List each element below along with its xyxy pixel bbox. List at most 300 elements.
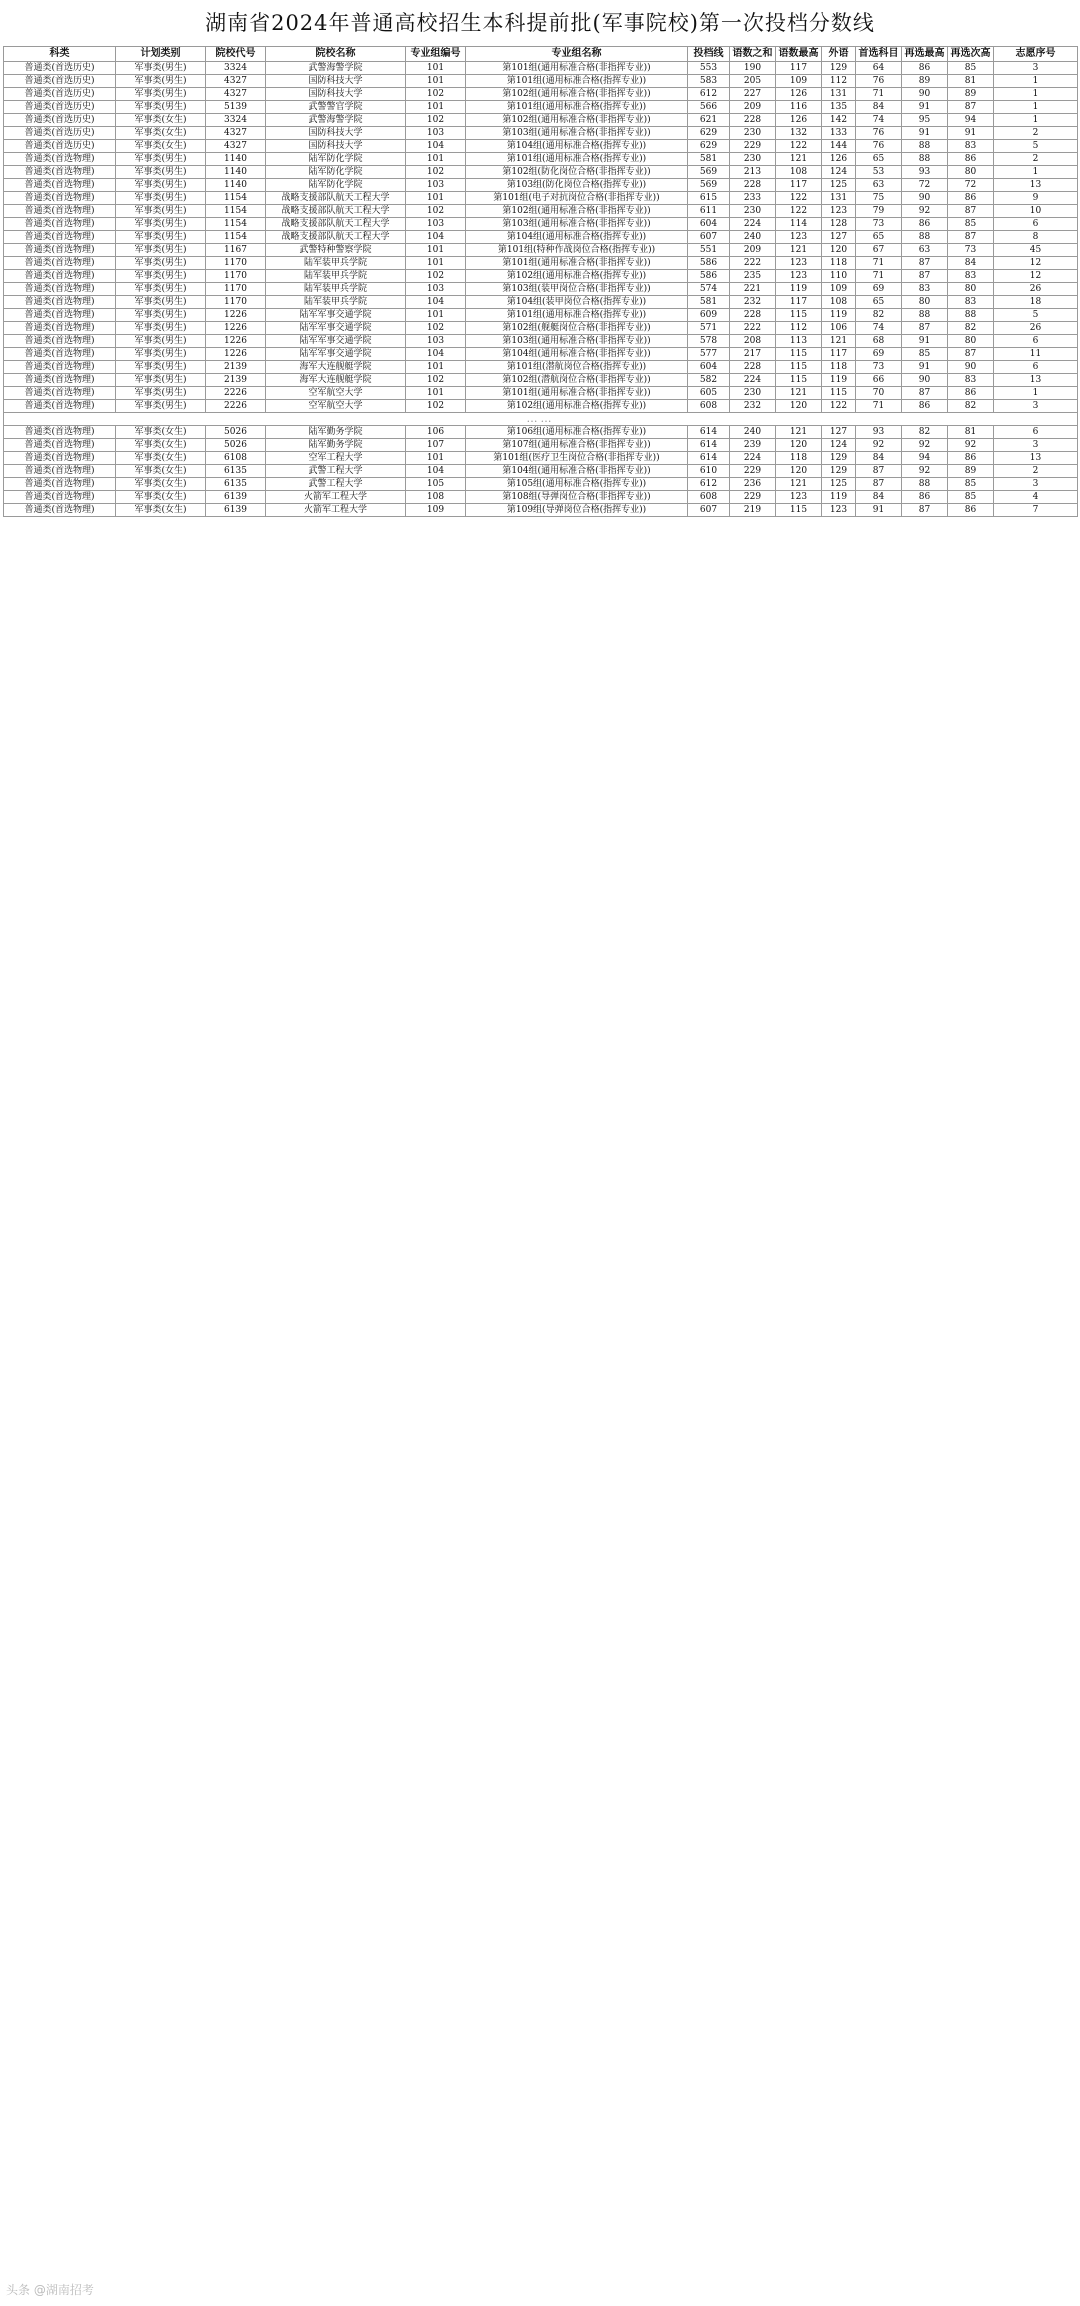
table-cell: 74 bbox=[856, 322, 902, 335]
table-cell: 军事类(女生) bbox=[116, 465, 206, 478]
table-row bbox=[4, 504, 1078, 517]
table-cell: 612 bbox=[688, 88, 730, 101]
table-row bbox=[4, 348, 1078, 361]
table-cell: 95 bbox=[902, 114, 948, 127]
page-title: 湖南省2024年普通高校招生本科提前批(军事院校)第一次投档分数线 bbox=[205, 11, 875, 35]
table-cell: 13 bbox=[994, 452, 1078, 465]
table-cell: 军事类(男生) bbox=[116, 101, 206, 114]
table-cell: 87 bbox=[948, 205, 994, 218]
table-cell: 125 bbox=[822, 478, 856, 491]
table-cell: 68 bbox=[856, 335, 902, 348]
table-cell: 229 bbox=[730, 491, 776, 504]
table-cell: 2139 bbox=[206, 361, 266, 374]
table-cell: 13 bbox=[994, 179, 1078, 192]
table-cell: 209 bbox=[730, 101, 776, 114]
table-cell: 131 bbox=[822, 88, 856, 101]
table-body-bottom bbox=[4, 426, 1078, 517]
table-cell: 81 bbox=[948, 426, 994, 439]
table-cell: 66 bbox=[856, 374, 902, 387]
table-cell: 586 bbox=[688, 257, 730, 270]
table-cell: 118 bbox=[822, 257, 856, 270]
table-cell: 2226 bbox=[206, 400, 266, 413]
table-cell: 614 bbox=[688, 439, 730, 452]
table-cell: 72 bbox=[948, 179, 994, 192]
score-table bbox=[3, 46, 1078, 517]
table-cell: 8 bbox=[994, 231, 1078, 244]
table-cell: 115 bbox=[776, 361, 822, 374]
table-cell: 1170 bbox=[206, 257, 266, 270]
table-cell: 普通类(首选物理) bbox=[4, 283, 116, 296]
table-cell: 陆军军事交通学院 bbox=[266, 309, 406, 322]
table-cell: 121 bbox=[776, 426, 822, 439]
table-cell: 军事类(男生) bbox=[116, 283, 206, 296]
table-cell: 军事类(男生) bbox=[116, 88, 206, 101]
table-cell: 101 bbox=[406, 153, 466, 166]
table-cell: 5026 bbox=[206, 439, 266, 452]
table-cell: 109 bbox=[776, 75, 822, 88]
table-row bbox=[4, 166, 1078, 179]
table-cell: 火箭军工程大学 bbox=[266, 504, 406, 517]
table-cell: 582 bbox=[688, 374, 730, 387]
table-cell: 106 bbox=[406, 426, 466, 439]
table-cell: 126 bbox=[776, 114, 822, 127]
table-cell: 222 bbox=[730, 257, 776, 270]
table-cell: 91 bbox=[948, 127, 994, 140]
table-cell: 陆军装甲兵学院 bbox=[266, 296, 406, 309]
table-cell: 7 bbox=[994, 504, 1078, 517]
table-cell: 第102组(通用标准合格(非指挥专业)) bbox=[466, 205, 688, 218]
table-row bbox=[4, 192, 1078, 205]
table-cell: 103 bbox=[406, 127, 466, 140]
table-cell: 607 bbox=[688, 504, 730, 517]
table-cell: 63 bbox=[902, 244, 948, 257]
table-cell: 3324 bbox=[206, 114, 266, 127]
table-cell: 2 bbox=[994, 127, 1078, 140]
table-row bbox=[4, 439, 1078, 452]
table-cell: 1 bbox=[994, 88, 1078, 101]
table-cell: 608 bbox=[688, 400, 730, 413]
table-cell: 6 bbox=[994, 335, 1078, 348]
table-cell: 91 bbox=[902, 127, 948, 140]
table-cell: 军事类(男生) bbox=[116, 270, 206, 283]
table-cell: 1 bbox=[994, 166, 1078, 179]
table-cell: 6139 bbox=[206, 504, 266, 517]
table-cell: 普通类(首选物理) bbox=[4, 504, 116, 517]
table-cell: 119 bbox=[822, 374, 856, 387]
table-cell: 26 bbox=[994, 322, 1078, 335]
table-cell: 空军航空大学 bbox=[266, 387, 406, 400]
table-cell: 陆军防化学院 bbox=[266, 166, 406, 179]
table-cell: 53 bbox=[856, 166, 902, 179]
table-row bbox=[4, 465, 1078, 478]
table-cell: 76 bbox=[856, 127, 902, 140]
table-cell: 85 bbox=[948, 491, 994, 504]
table-cell: 88 bbox=[902, 153, 948, 166]
table-cell: 129 bbox=[822, 452, 856, 465]
table-cell: 73 bbox=[856, 218, 902, 231]
table-cell: 217 bbox=[730, 348, 776, 361]
table-cell: 109 bbox=[406, 504, 466, 517]
table-cell: 军事类(女生) bbox=[116, 426, 206, 439]
table-cell: 1 bbox=[994, 101, 1078, 114]
table-cell: 104 bbox=[406, 231, 466, 244]
table-cell: 普通类(首选物理) bbox=[4, 179, 116, 192]
table-cell: 1154 bbox=[206, 192, 266, 205]
table-cell: 101 bbox=[406, 361, 466, 374]
table-cell: 611 bbox=[688, 205, 730, 218]
table-cell: 101 bbox=[406, 452, 466, 465]
table-cell: 122 bbox=[822, 400, 856, 413]
table-row bbox=[4, 283, 1078, 296]
table-cell: 军事类(男生) bbox=[116, 374, 206, 387]
table-cell: 84 bbox=[948, 257, 994, 270]
table-cell: 87 bbox=[902, 504, 948, 517]
table-cell: 普通类(首选物理) bbox=[4, 400, 116, 413]
table-cell: 武警工程大学 bbox=[266, 478, 406, 491]
table-cell: 131 bbox=[822, 192, 856, 205]
table-row bbox=[4, 335, 1078, 348]
table-cell: 615 bbox=[688, 192, 730, 205]
table-cell: 空军航空大学 bbox=[266, 400, 406, 413]
table-cell: 69 bbox=[856, 348, 902, 361]
table-cell: 224 bbox=[730, 218, 776, 231]
table-cell: 第102组(通用标准合格(指挥专业)) bbox=[466, 400, 688, 413]
table-cell: 121 bbox=[776, 478, 822, 491]
table-cell: 第101组(特种作战岗位合格(指挥专业)) bbox=[466, 244, 688, 257]
table-cell: 第104组(通用标准合格(非指挥专业)) bbox=[466, 465, 688, 478]
table-cell: 26 bbox=[994, 283, 1078, 296]
table-cell: 84 bbox=[856, 491, 902, 504]
table-cell: 军事类(女生) bbox=[116, 491, 206, 504]
table-cell: 106 bbox=[822, 322, 856, 335]
table-cell: 117 bbox=[776, 62, 822, 75]
table-cell: 普通类(首选历史) bbox=[4, 88, 116, 101]
table-cell: 1154 bbox=[206, 205, 266, 218]
table-cell: 105 bbox=[406, 478, 466, 491]
table-cell: 普通类(首选物理) bbox=[4, 270, 116, 283]
table-row bbox=[4, 153, 1078, 166]
column-header: 计划类别 bbox=[116, 47, 206, 62]
table-cell: 190 bbox=[730, 62, 776, 75]
table-cell: 74 bbox=[856, 114, 902, 127]
table-row bbox=[4, 374, 1078, 387]
table-cell: 12 bbox=[994, 257, 1078, 270]
table-cell: 65 bbox=[856, 296, 902, 309]
table-cell: 海军大连舰艇学院 bbox=[266, 361, 406, 374]
table-cell: 第104组(通用标准合格(非指挥专业)) bbox=[466, 348, 688, 361]
table-cell: 军事类(男生) bbox=[116, 257, 206, 270]
table-cell: 普通类(首选物理) bbox=[4, 426, 116, 439]
table-cell: 574 bbox=[688, 283, 730, 296]
table-cell: 92 bbox=[902, 465, 948, 478]
table-cell: 73 bbox=[948, 244, 994, 257]
table-cell: 101 bbox=[406, 387, 466, 400]
table-cell: 2 bbox=[994, 465, 1078, 478]
table-cell: 2 bbox=[994, 153, 1078, 166]
table-row bbox=[4, 361, 1078, 374]
table-cell: 第102组(防化岗位合格(非指挥专业)) bbox=[466, 166, 688, 179]
table-cell: 80 bbox=[948, 166, 994, 179]
table-cell: 第103组(通用标准合格(非指挥专业)) bbox=[466, 218, 688, 231]
table-cell: 第101组(通用标准合格(指挥专业)) bbox=[466, 153, 688, 166]
table-cell: 108 bbox=[406, 491, 466, 504]
table-cell: 123 bbox=[776, 231, 822, 244]
table-cell: 军事类(男生) bbox=[116, 361, 206, 374]
table-cell: 6 bbox=[994, 218, 1078, 231]
table-cell: 102 bbox=[406, 205, 466, 218]
table-cell: 85 bbox=[948, 478, 994, 491]
table-cell: 军事类(男生) bbox=[116, 309, 206, 322]
table-cell: 614 bbox=[688, 426, 730, 439]
table-cell: 85 bbox=[902, 348, 948, 361]
table-cell: 普通类(首选物理) bbox=[4, 192, 116, 205]
table-cell: 101 bbox=[406, 62, 466, 75]
table-cell: 86 bbox=[902, 400, 948, 413]
table-cell: 85 bbox=[948, 218, 994, 231]
table-cell: 6108 bbox=[206, 452, 266, 465]
table-cell: 82 bbox=[948, 400, 994, 413]
table-cell: 普通类(首选历史) bbox=[4, 101, 116, 114]
table-cell: 军事类(男生) bbox=[116, 387, 206, 400]
table-cell: 84 bbox=[856, 101, 902, 114]
table-cell: 123 bbox=[776, 491, 822, 504]
table-cell: 普通类(首选物理) bbox=[4, 452, 116, 465]
column-header: 院校代号 bbox=[206, 47, 266, 62]
table-cell: 605 bbox=[688, 387, 730, 400]
table-cell: 583 bbox=[688, 75, 730, 88]
table-cell: 607 bbox=[688, 231, 730, 244]
table-cell: 103 bbox=[406, 218, 466, 231]
table-cell: 普通类(首选物理) bbox=[4, 478, 116, 491]
table-cell: 1170 bbox=[206, 283, 266, 296]
table-cell: 629 bbox=[688, 140, 730, 153]
table-cell: 88 bbox=[948, 309, 994, 322]
table-cell: 军事类(男生) bbox=[116, 75, 206, 88]
table-cell: 90 bbox=[902, 192, 948, 205]
table-cell: 5139 bbox=[206, 101, 266, 114]
table-cell: 228 bbox=[730, 114, 776, 127]
table-cell: 军事类(男生) bbox=[116, 244, 206, 257]
table-cell: 普通类(首选历史) bbox=[4, 114, 116, 127]
table-cell: 军事类(女生) bbox=[116, 439, 206, 452]
table-cell: 604 bbox=[688, 361, 730, 374]
table-cell: 129 bbox=[822, 465, 856, 478]
table-cell: 108 bbox=[822, 296, 856, 309]
table-cell: 91 bbox=[902, 361, 948, 374]
table-cell: 115 bbox=[776, 309, 822, 322]
table-cell: 1154 bbox=[206, 218, 266, 231]
watermark: 头条 @湖南招考 bbox=[6, 2283, 94, 2297]
table-cell: 86 bbox=[948, 452, 994, 465]
table-cell: 81 bbox=[948, 75, 994, 88]
table-cell: 121 bbox=[776, 387, 822, 400]
table-cell: 228 bbox=[730, 361, 776, 374]
table-cell: 209 bbox=[730, 244, 776, 257]
table-cell: 101 bbox=[406, 101, 466, 114]
table-cell: 普通类(首选历史) bbox=[4, 140, 116, 153]
table-cell: 3 bbox=[994, 478, 1078, 491]
table-cell: 战略支援部队航天工程大学 bbox=[266, 218, 406, 231]
table-cell: 第101组(医疗卫生岗位合格(非指挥专业)) bbox=[466, 452, 688, 465]
table-cell: 230 bbox=[730, 387, 776, 400]
table-cell: 610 bbox=[688, 465, 730, 478]
table-cell: 235 bbox=[730, 270, 776, 283]
table-cell: 87 bbox=[948, 348, 994, 361]
table-cell: 102 bbox=[406, 322, 466, 335]
table-cell: 9 bbox=[994, 192, 1078, 205]
table-cell: 69 bbox=[856, 283, 902, 296]
table-cell: 第103组(通用标准合格(非指挥专业)) bbox=[466, 127, 688, 140]
table-cell: 2139 bbox=[206, 374, 266, 387]
table-cell: 120 bbox=[776, 465, 822, 478]
table-cell: 第101组(潜航岗位合格(指挥专业)) bbox=[466, 361, 688, 374]
table-cell: 135 bbox=[822, 101, 856, 114]
table-cell: 2226 bbox=[206, 387, 266, 400]
table-cell: 普通类(首选物理) bbox=[4, 361, 116, 374]
table-cell: 战略支援部队航天工程大学 bbox=[266, 192, 406, 205]
table-cell: 115 bbox=[776, 348, 822, 361]
table-row bbox=[4, 62, 1078, 75]
table-cell: 普通类(首选物理) bbox=[4, 244, 116, 257]
table-cell: 国防科技大学 bbox=[266, 88, 406, 101]
table-cell: 224 bbox=[730, 452, 776, 465]
table-cell: 124 bbox=[822, 166, 856, 179]
table-cell: 国防科技大学 bbox=[266, 140, 406, 153]
table-cell: 87 bbox=[856, 478, 902, 491]
table-cell: 227 bbox=[730, 88, 776, 101]
table-cell: 230 bbox=[730, 127, 776, 140]
column-header: 院校名称 bbox=[266, 47, 406, 62]
table-cell: 142 bbox=[822, 114, 856, 127]
table-cell: 581 bbox=[688, 153, 730, 166]
table-cell: 军事类(男生) bbox=[116, 166, 206, 179]
table-cell: 普通类(首选历史) bbox=[4, 62, 116, 75]
table-cell: 第101组(通用标准合格(指挥专业)) bbox=[466, 309, 688, 322]
table-row bbox=[4, 322, 1078, 335]
table-cell: 240 bbox=[730, 426, 776, 439]
table-row bbox=[4, 244, 1078, 257]
table-cell: 武警海警学院 bbox=[266, 62, 406, 75]
table-cell: 第102组(潜航岗位合格(非指挥专业)) bbox=[466, 374, 688, 387]
table-cell: 123 bbox=[776, 270, 822, 283]
table-cell: 229 bbox=[730, 140, 776, 153]
table-cell: 233 bbox=[730, 192, 776, 205]
table-cell: 91 bbox=[856, 504, 902, 517]
table-cell: 1226 bbox=[206, 348, 266, 361]
table-cell: 普通类(首选物理) bbox=[4, 335, 116, 348]
table-cell: 80 bbox=[902, 296, 948, 309]
table-cell: 第101组(通用标准合格(非指挥专业)) bbox=[466, 387, 688, 400]
table-cell: 普通类(首选物理) bbox=[4, 387, 116, 400]
table-row bbox=[4, 491, 1078, 504]
table-cell: 普通类(首选物理) bbox=[4, 439, 116, 452]
table-cell: 114 bbox=[776, 218, 822, 231]
table-cell: 第101组(通用标准合格(非指挥专业)) bbox=[466, 62, 688, 75]
table-cell: 102 bbox=[406, 400, 466, 413]
table-cell: 82 bbox=[902, 426, 948, 439]
table-cell: 空军工程大学 bbox=[266, 452, 406, 465]
table-cell: 126 bbox=[822, 153, 856, 166]
table-cell: 63 bbox=[856, 179, 902, 192]
table-cell: 240 bbox=[730, 231, 776, 244]
table-cell: 军事类(女生) bbox=[116, 478, 206, 491]
table-cell: 6135 bbox=[206, 478, 266, 491]
table-cell: 军事类(男生) bbox=[116, 348, 206, 361]
table-cell: 65 bbox=[856, 153, 902, 166]
table-cell: 83 bbox=[948, 140, 994, 153]
table-row bbox=[4, 452, 1078, 465]
table-cell: 128 bbox=[822, 218, 856, 231]
table-cell: 4327 bbox=[206, 127, 266, 140]
table-cell: 军事类(男生) bbox=[116, 179, 206, 192]
table-row bbox=[4, 114, 1078, 127]
table-cell: 第105组(通用标准合格(指挥专业)) bbox=[466, 478, 688, 491]
table-cell: 1 bbox=[994, 114, 1078, 127]
table-cell: 85 bbox=[948, 62, 994, 75]
table-cell: 第102组(通用标准合格(指挥专业)) bbox=[466, 270, 688, 283]
table-cell: 90 bbox=[902, 88, 948, 101]
table-cell: 92 bbox=[902, 439, 948, 452]
table-cell: 219 bbox=[730, 504, 776, 517]
column-header: 科类 bbox=[4, 47, 116, 62]
table-cell: 86 bbox=[902, 62, 948, 75]
table-cell: 104 bbox=[406, 465, 466, 478]
table-cell: 军事类(男生) bbox=[116, 400, 206, 413]
table-cell: 112 bbox=[776, 322, 822, 335]
column-header: 再选次高 bbox=[948, 47, 994, 62]
table-cell: 陆军军事交通学院 bbox=[266, 322, 406, 335]
column-header: 语数之和 bbox=[730, 47, 776, 62]
table-cell: 239 bbox=[730, 439, 776, 452]
column-header: 投档线 bbox=[688, 47, 730, 62]
table-cell: 第109组(导弹岗位合格(指挥专业)) bbox=[466, 504, 688, 517]
table-cell: 102 bbox=[406, 374, 466, 387]
table-cell: 4327 bbox=[206, 75, 266, 88]
table-cell: 117 bbox=[822, 348, 856, 361]
table-cell: 第103组(防化岗位合格(指挥专业)) bbox=[466, 179, 688, 192]
table-cell: 121 bbox=[776, 153, 822, 166]
table-cell: 228 bbox=[730, 309, 776, 322]
table-cell: 军事类(男生) bbox=[116, 231, 206, 244]
table-row bbox=[4, 101, 1078, 114]
table-cell: 121 bbox=[776, 244, 822, 257]
table-cell: 第108组(导弹岗位合格(非指挥专业)) bbox=[466, 491, 688, 504]
table-cell: 228 bbox=[730, 179, 776, 192]
table-cell: 86 bbox=[902, 491, 948, 504]
table-cell: 军事类(男生) bbox=[116, 322, 206, 335]
table-header bbox=[4, 47, 1078, 62]
table-cell: 普通类(首选物理) bbox=[4, 309, 116, 322]
table-row bbox=[4, 88, 1078, 101]
table-cell: 普通类(首选物理) bbox=[4, 231, 116, 244]
table-cell: 军事类(男生) bbox=[116, 62, 206, 75]
table-cell: 普通类(首选物理) bbox=[4, 153, 116, 166]
table-cell: 陆军装甲兵学院 bbox=[266, 270, 406, 283]
table-cell: 614 bbox=[688, 452, 730, 465]
table-cell: 94 bbox=[948, 114, 994, 127]
table-cell: 战略支援部队航天工程大学 bbox=[266, 205, 406, 218]
table-cell: 629 bbox=[688, 127, 730, 140]
table-cell: 第102组(舰艇岗位合格(非指挥专业)) bbox=[466, 322, 688, 335]
table-row bbox=[4, 426, 1078, 439]
table-cell: 236 bbox=[730, 478, 776, 491]
table-cell: 119 bbox=[822, 309, 856, 322]
table-cell: 577 bbox=[688, 348, 730, 361]
table-cell: 123 bbox=[822, 205, 856, 218]
table-cell: 79 bbox=[856, 205, 902, 218]
table-cell: 88 bbox=[902, 309, 948, 322]
table-cell: 国防科技大学 bbox=[266, 127, 406, 140]
